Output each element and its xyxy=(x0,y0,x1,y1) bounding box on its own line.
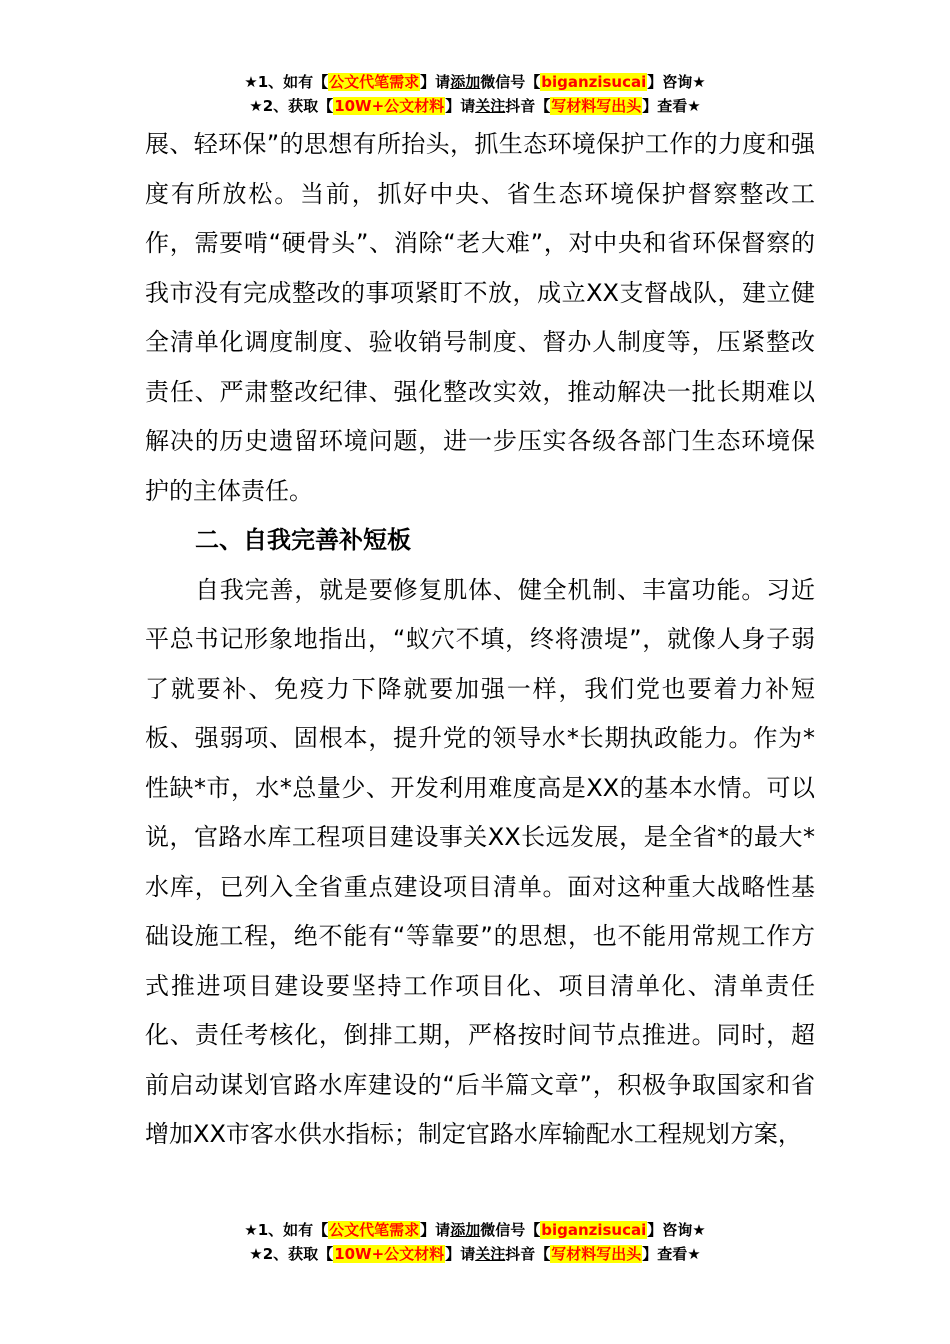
footer-line-2-suffix: 】查看★ xyxy=(642,1245,701,1263)
footer-line-1-suffix: 】咨询★ xyxy=(647,1221,706,1239)
footer-line-1-underline: 添加 xyxy=(450,1221,481,1239)
banner-line-1-underline: 添加 xyxy=(450,73,481,91)
banner-line-1-highlight-service: 公文代笔需求 xyxy=(329,73,420,91)
footer-line-2-mid: 】请 xyxy=(445,1245,476,1263)
banner-line-2-suffix: 】查看★ xyxy=(642,97,701,115)
header-banner xyxy=(0,72,950,120)
banner-line-1-mid: 】请 xyxy=(420,73,451,91)
footer-line-2-highlight-materials: 10W+公文材料 xyxy=(334,1245,445,1263)
footer-banner-line-2 xyxy=(0,1244,950,1268)
banner-line-2-highlight-materials: 10W+公文材料 xyxy=(334,97,445,115)
footer-line-1-prefix: ★1、如有【 xyxy=(244,1221,329,1239)
banner-line-2 xyxy=(0,96,950,120)
footer-line-1-highlight-wechat: biganzisucai xyxy=(541,1221,647,1239)
banner-line-2-mid: 】请 xyxy=(445,97,476,115)
footer-line-2-underline: 关注 xyxy=(475,1245,506,1263)
footer-line-2-highlight-douyin: 写材料写出头 xyxy=(551,1245,642,1263)
footer-line-2-mid2: 抖音【 xyxy=(505,1245,551,1263)
document-body xyxy=(145,120,815,1160)
footer-line-1-highlight-service: 公文代笔需求 xyxy=(329,1221,420,1239)
banner-line-2-highlight-douyin: 写材料写出头 xyxy=(551,97,642,115)
section-heading: 二、自我完善补短板 xyxy=(195,526,411,554)
banner-line-1-highlight-wechat: biganzisucai xyxy=(541,73,647,91)
paragraph-continuation: 展、轻环保”的思想有所抬头，抓生态环境保护工作的力度和强度有所放松。当前，抓好中央、省生态环境保护督察整改工作，需要啃“硬骨头”、消除“老大难”，对中央和省环保督察的我市没有完成整改的事项紧盯不放，成立XX支督战队，建立健全清单化调度制度、验收销号制度、督办人制度等，压紧整改责任、严肃整改纪律、强化整改实效，推动解决一批长期难以解决的历史遗留环境问题，进一步压实各级各部门生态环境保护的主体责任。 xyxy=(145,130,815,505)
footer-banner xyxy=(0,1220,950,1268)
footer-line-1-mid2: 微信号【 xyxy=(480,1221,541,1239)
banner-line-1-prefix: ★1、如有【 xyxy=(244,73,329,91)
banner-line-1-mid2: 微信号【 xyxy=(480,73,541,91)
banner-line-2-underline: 关注 xyxy=(475,97,506,115)
paragraph-self-improvement: 自我完善，就是要修复肌体、健全机制、丰富功能。习近平总书记形象地指出，“蚁穴不填，终将溃堤”，就像人身子弱了就要补、免疫力下降就要加强一样，我们党也要着力补短板、强弱项、固根本，提升党的领导水*长期执政能力。作为*性缺*市，水*总量少、开发利用难度高是XX的基本水情。可以说，官路水库工程项目建设事关XX长远发展，是全省*的最大*水库，已列入全省重点建设项目清单。面对这种重大战略性基础设施工程，绝不能有“等靠要”的思想，也不能用常规工作方式推进项目建设要坚持工作项目化、项目清单化、清单责任化、责任考核化，倒排工期，严格按时间节点推进。同时，超前启动谋划官路水库建设的“后半篇文章”，积极争取国家和省增加XX市客水供水指标；制定官路水库输配水工程规划方案， xyxy=(145,575,815,1148)
banner-line-2-prefix: ★2、获取【 xyxy=(249,97,334,115)
banner-line-1-suffix: 】咨询★ xyxy=(647,73,706,91)
footer-line-2-prefix: ★2、获取【 xyxy=(249,1245,334,1263)
banner-line-2-mid2: 抖音【 xyxy=(505,97,551,115)
banner-line-1 xyxy=(0,72,950,96)
footer-banner-line-1 xyxy=(0,1220,950,1244)
footer-line-1-mid: 】请 xyxy=(420,1221,451,1239)
